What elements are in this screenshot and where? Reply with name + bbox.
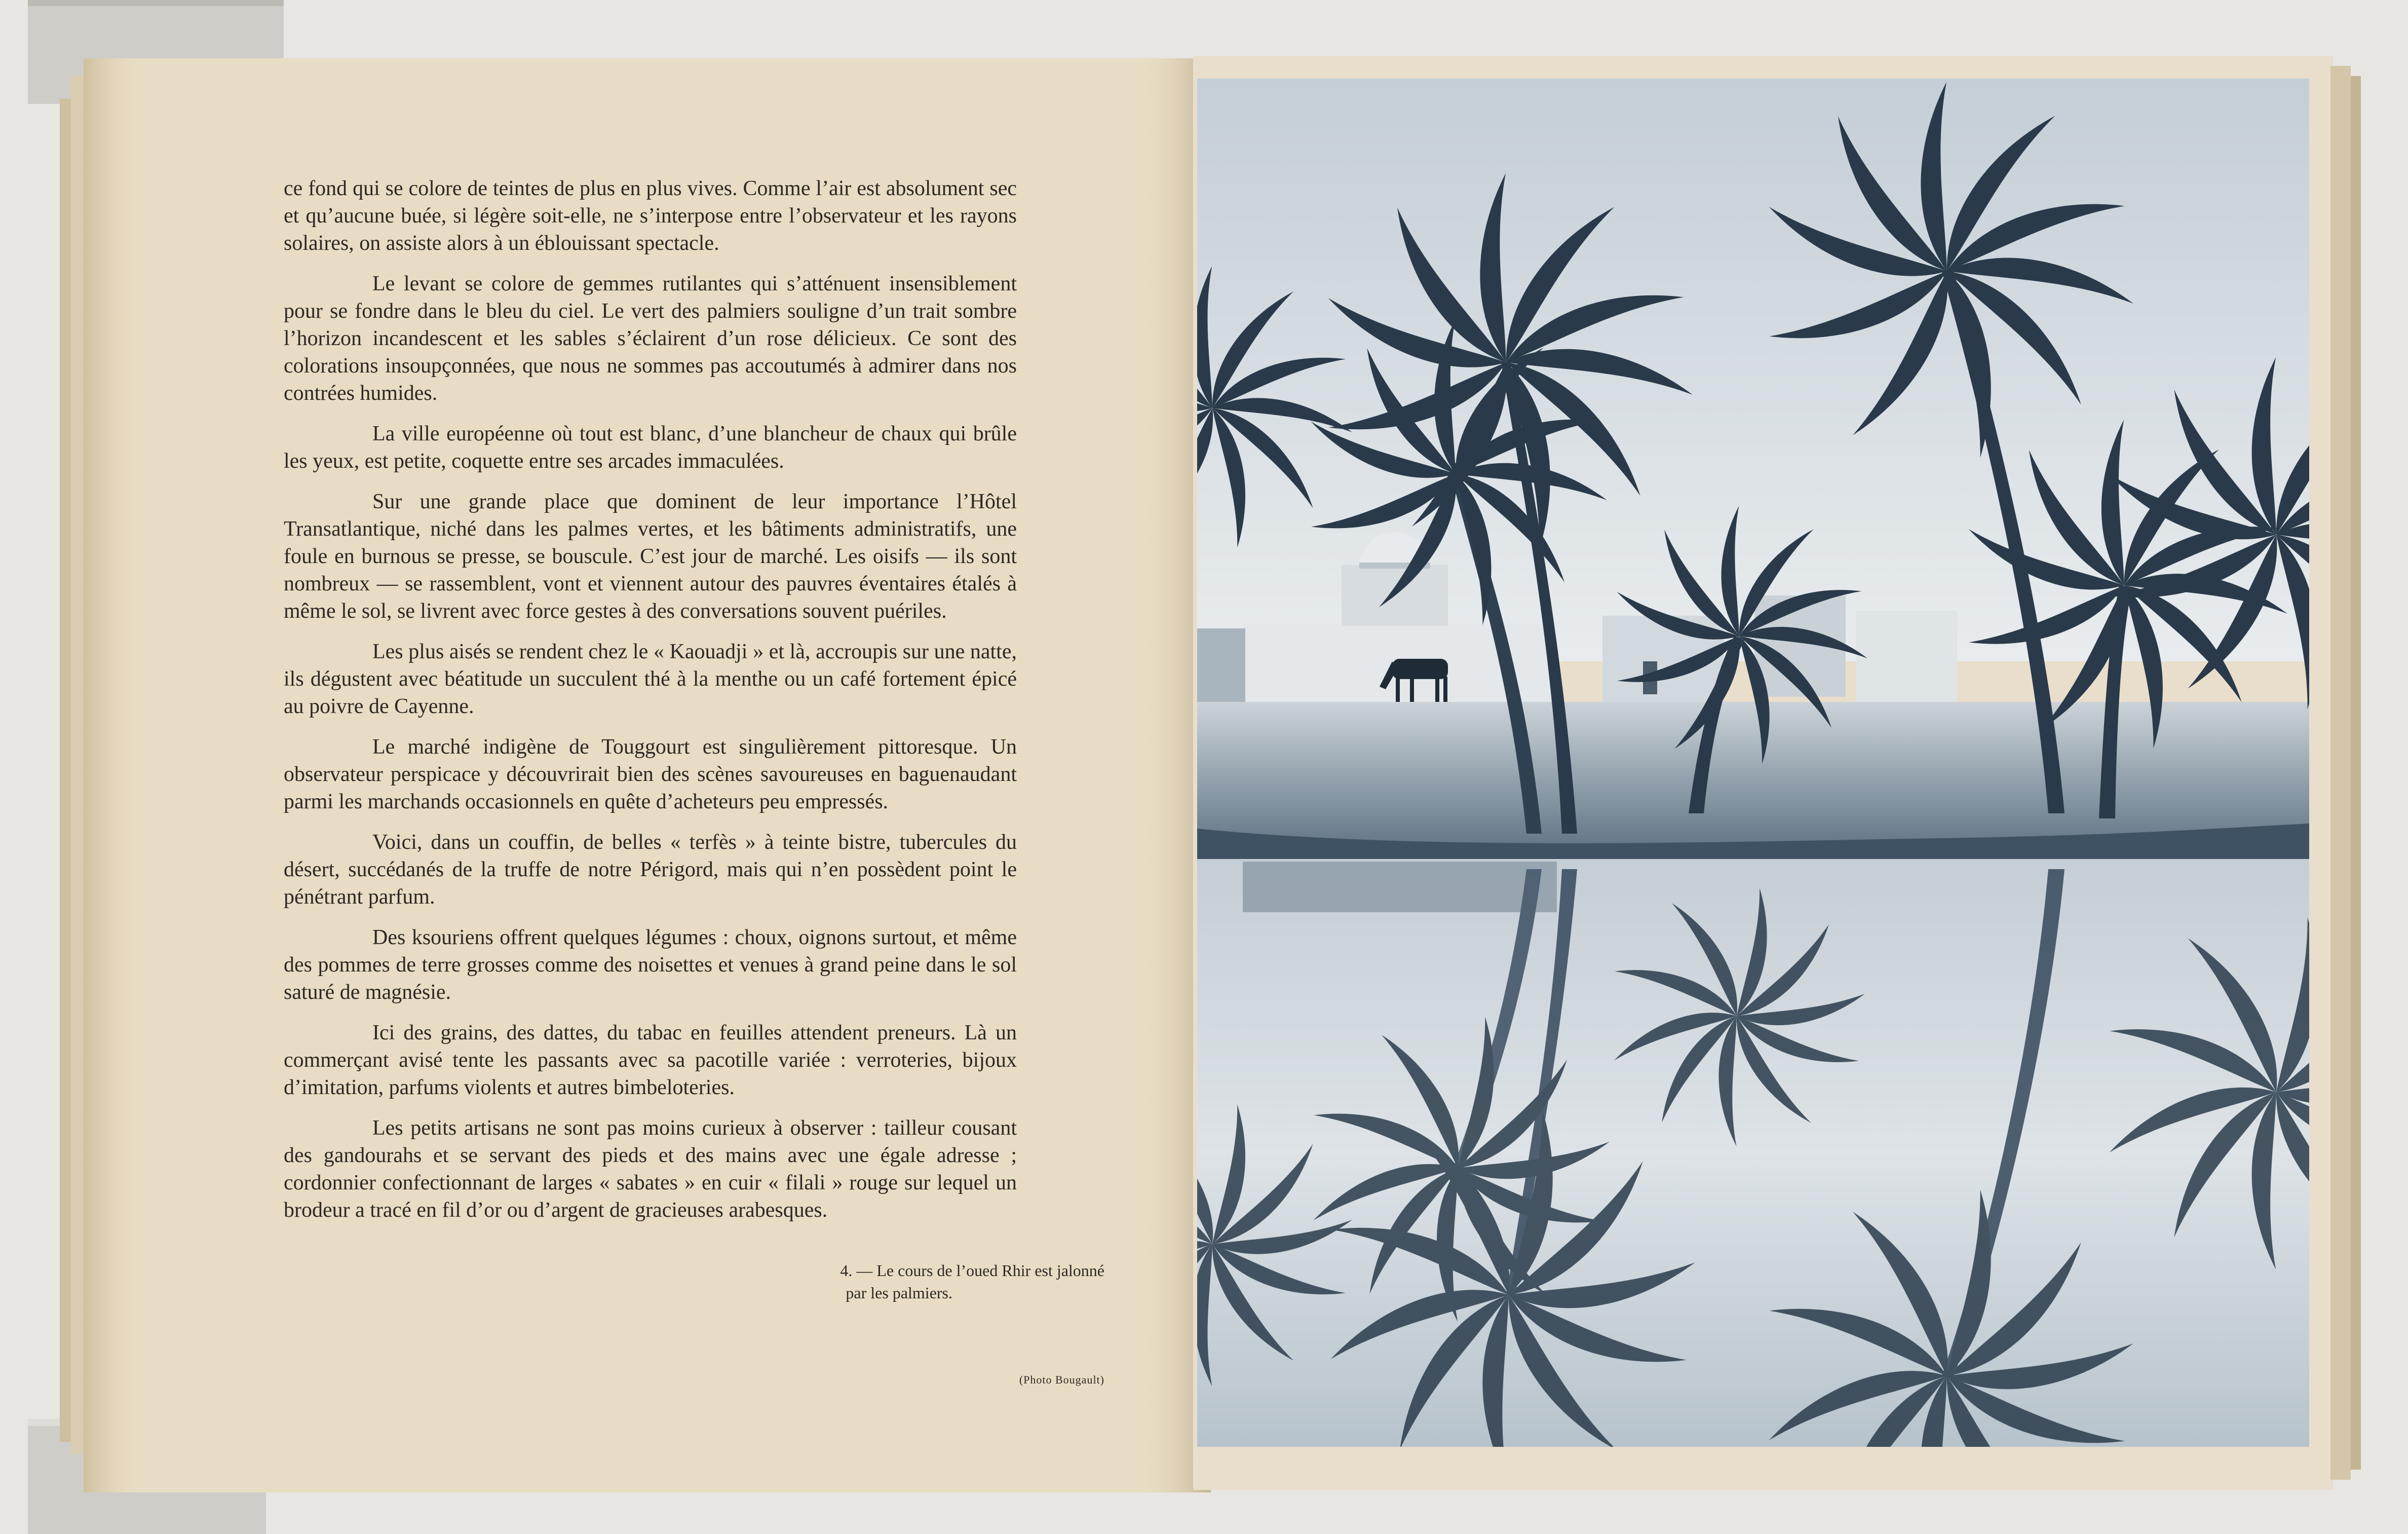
oasis-photo <box>1197 79 2309 1447</box>
right-page-edge <box>2330 66 2351 1480</box>
caption-line-1: 4. — Le cours de l’oued Rhir est jalonné <box>840 1261 1104 1280</box>
paragraph: Le marché indigène de Touggourt est singulièrement pittoresque. Un observateur perspicace y découvrirait bien des scènes savoureuses en baguenaudant parmi les marchands occasionnels en quête d’acheteurs peu empressés. <box>284 735 1017 813</box>
paragraph: Sur une grande place que dominent de leur importance l’Hôtel Transatlantique, niché dans les palmes vertes, et les bâtiments administratifs, une foule en burnous se presse, se bouscule. C’est jour de marché. Les oisifs — ils sont nombreux — se rassemblent, vont et viennent autour des pauvres éventaires étalés à même le sol, se livrent avec force gestes à des conversations souvent puériles. <box>284 490 1017 623</box>
paragraph: Les plus aisés se rendent chez le « Kaouadji » et là, accroupis sur une natte, ils dégustent avec béatitude un succulent thé à la menthe ou un café fortement épicé au poivre de Cayenne. <box>284 640 1017 718</box>
paragraph: Les petits artisans ne sont pas moins curieux à observer : tailleur cousant des gandourahs et se servant des pieds et des mains avec une égale adresse ; cordonnier confectionnant de larges « sabates » en cuir « filali » rouge sur lequel un brodeur a tracé en fil d’or ou d’argent de gracieuses arabesques. <box>284 1116 1017 1222</box>
paragraph: La ville européenne où tout est blanc, d’une blancheur de chaux qui brûle les yeux, est petite, coquette entre ses arcades immaculées. <box>284 422 1017 473</box>
photo-credit: (Photo Bougault) <box>1019 1373 1104 1386</box>
paragraph: Des ksouriens offrent quelques légumes : choux, oignons surtout, et même des pommes de terre grosses comme des noisettes et venues à grand peine dans le sol saturé de magnésie. <box>284 926 1017 1004</box>
paragraph: Le levant se colore de gemmes rutilantes qui s’atténuent insensiblement pour se fondre dans le bleu du ciel. Le vert des palmiers souligne d’un trait sombre l’horizon incandescent et les sables s’éclairent d’un rose délicieux. Ce sont des colorations insoupçonnées, que nous ne sommes pas accoutumés à admirer dans nos contrées humides. <box>284 272 1017 405</box>
oasis-photo-image <box>1197 79 2309 1447</box>
paragraph: ce fond qui se colore de teintes de plus en plus vives. Comme l’air est absolument sec et qu’aucune buée, si légère soit-elle, ne s’interpose entre l’observateur et les rayons solaires, on assiste alors à un éblouissant spectacle. <box>284 177 1017 255</box>
paragraph: Ici des grains, des dattes, du tabac en feuilles attendent preneurs. Là un commerçant avisé tente les passants avec sa pacotille variée : verroteries, bijoux d’imitation, parfums violents et autres bimbeloteries. <box>284 1021 1017 1099</box>
caption-line-2: par les palmiers. <box>846 1284 952 1302</box>
body-text <box>284 175 1017 1237</box>
paragraph: Voici, dans un couffin, de belles « terfès » à teinte bistre, tubercules du désert, succédanés de la truffe de notre Périgord, mais qui n’en possèdent point le pénétrant parfum. <box>284 831 1017 909</box>
photo-caption <box>694 1259 1104 1304</box>
